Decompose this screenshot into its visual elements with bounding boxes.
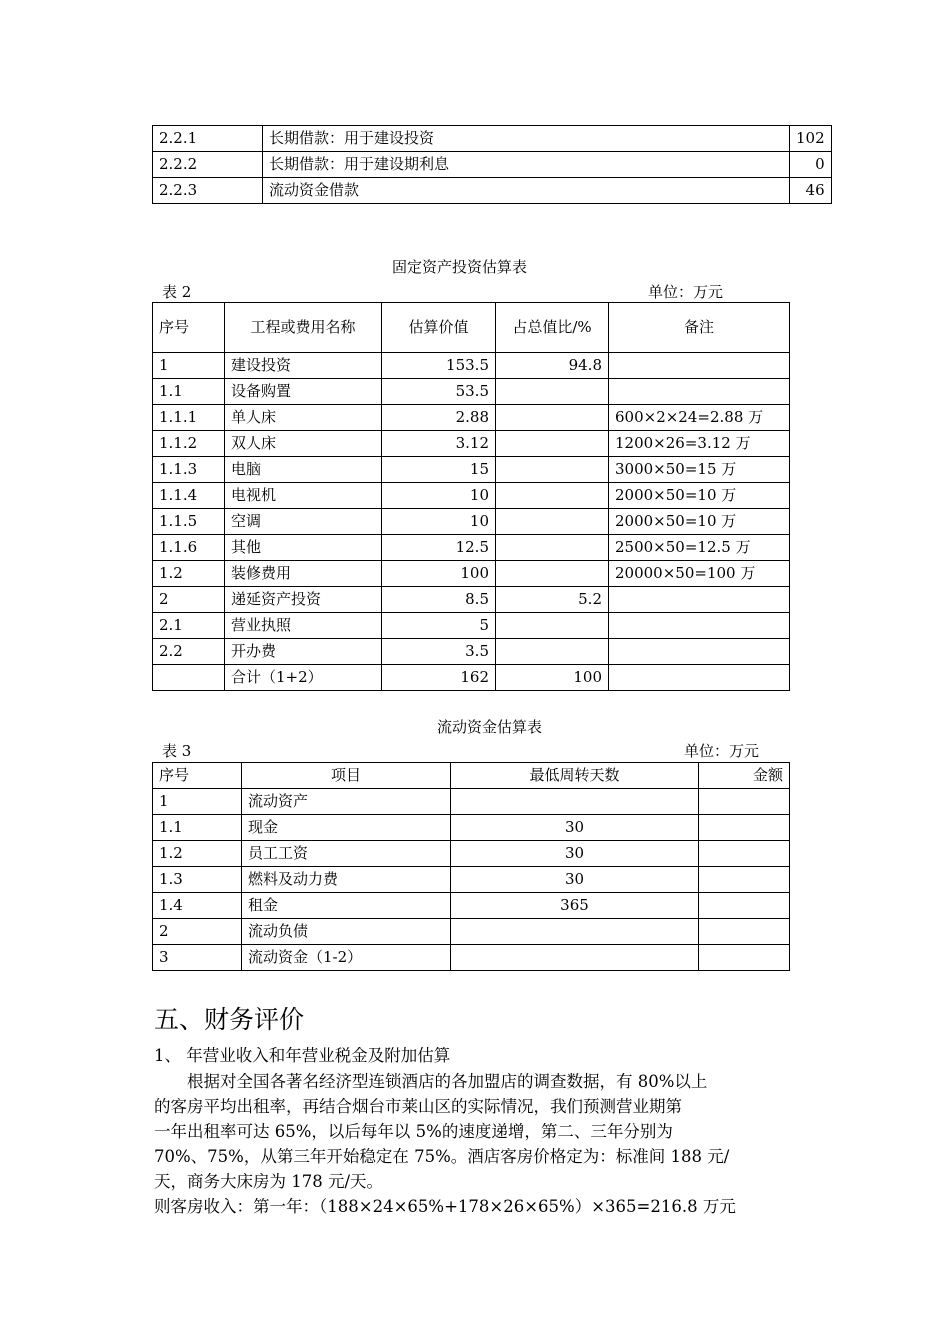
table-row bbox=[153, 587, 790, 613]
table2-header-note: 备注 bbox=[609, 303, 790, 353]
row-number: 3 bbox=[153, 945, 242, 971]
table2-header-name: 工程或费用名称 bbox=[225, 303, 382, 353]
table3-header-name: 项目 bbox=[242, 763, 451, 789]
row-value: 153.5 bbox=[382, 353, 496, 379]
row-note bbox=[609, 639, 790, 665]
row-name: 长期借款：用于建设期利息 bbox=[263, 152, 790, 178]
paragraph-line-6: 则客房收入：第一年：（188×24×65%+178×26×65%）×365=216.8 万元 bbox=[154, 1197, 736, 1216]
row-note: 20000×50=100 万 bbox=[609, 561, 790, 587]
table3-header-row bbox=[153, 763, 790, 789]
row-value: 3.5 bbox=[382, 639, 496, 665]
row-value: 8.5 bbox=[382, 587, 496, 613]
row-amount bbox=[699, 893, 790, 919]
table-row bbox=[153, 561, 790, 587]
table-row bbox=[153, 665, 790, 691]
row-days: 30 bbox=[451, 815, 699, 841]
row-number: 1.1 bbox=[153, 815, 242, 841]
table2-header-value: 估算价值 bbox=[382, 303, 496, 353]
table2-label: 表 2 bbox=[162, 283, 192, 301]
fixed-asset-table bbox=[152, 302, 790, 691]
section-heading: 五、财务评价 bbox=[154, 1005, 305, 1034]
row-amount bbox=[699, 815, 790, 841]
table-row bbox=[153, 509, 790, 535]
row-value: 12.5 bbox=[382, 535, 496, 561]
row-amount bbox=[699, 945, 790, 971]
table2-header-no: 序号 bbox=[153, 303, 225, 353]
section-subheading: 1、 年营业收入和年营业税金及附加估算 bbox=[154, 1046, 451, 1065]
table2-header-pct: 占总值比/% bbox=[496, 303, 609, 353]
row-name: 流动资金借款 bbox=[263, 178, 790, 204]
row-number bbox=[153, 665, 225, 691]
paragraph-line-3: 一年出租率可达 65%，以后每年以 5%的速度递增，第二、三年分别为 bbox=[154, 1122, 673, 1141]
table3-unit: 单位：万元 bbox=[684, 742, 760, 760]
row-number: 1.1.1 bbox=[153, 405, 225, 431]
table-row bbox=[153, 152, 832, 178]
row-name: 流动资产 bbox=[242, 789, 451, 815]
table-row bbox=[153, 893, 790, 919]
table3-label: 表 3 bbox=[162, 742, 192, 760]
row-percent bbox=[496, 613, 609, 639]
row-value: 102 bbox=[790, 126, 832, 152]
row-amount bbox=[699, 867, 790, 893]
row-number: 2.1 bbox=[153, 613, 225, 639]
row-number: 2.2 bbox=[153, 639, 225, 665]
row-percent bbox=[496, 639, 609, 665]
table3-header-no: 序号 bbox=[153, 763, 242, 789]
row-value: 3.12 bbox=[382, 431, 496, 457]
row-value: 53.5 bbox=[382, 379, 496, 405]
row-number: 1.1.6 bbox=[153, 535, 225, 561]
table3-header-amount: 金额 bbox=[699, 763, 790, 789]
row-days: 30 bbox=[451, 841, 699, 867]
row-days: 365 bbox=[451, 893, 699, 919]
row-percent bbox=[496, 509, 609, 535]
row-percent bbox=[496, 405, 609, 431]
table-row bbox=[153, 613, 790, 639]
working-capital-table bbox=[152, 762, 790, 971]
row-number: 1.4 bbox=[153, 893, 242, 919]
row-percent bbox=[496, 561, 609, 587]
row-note: 2500×50=12.5 万 bbox=[609, 535, 790, 561]
row-number: 1.2 bbox=[153, 841, 242, 867]
row-number: 1.1.5 bbox=[153, 509, 225, 535]
row-name: 流动资金（1-2） bbox=[242, 945, 451, 971]
row-name: 营业执照 bbox=[225, 613, 382, 639]
row-name: 双人床 bbox=[225, 431, 382, 457]
row-name: 开办费 bbox=[225, 639, 382, 665]
paragraph-line-1: 根据对全国各著名经济型连锁酒店的各加盟店的调查数据，有 80%以上 bbox=[187, 1072, 708, 1091]
row-percent bbox=[496, 431, 609, 457]
row-value: 0 bbox=[790, 152, 832, 178]
row-number: 1.3 bbox=[153, 867, 242, 893]
row-percent bbox=[496, 535, 609, 561]
row-name: 电视机 bbox=[225, 483, 382, 509]
table-row bbox=[153, 535, 790, 561]
row-number: 1.2 bbox=[153, 561, 225, 587]
row-note: 2000×50=10 万 bbox=[609, 509, 790, 535]
row-name: 装修费用 bbox=[225, 561, 382, 587]
row-name: 电脑 bbox=[225, 457, 382, 483]
row-number: 2 bbox=[153, 919, 242, 945]
row-note bbox=[609, 587, 790, 613]
row-name: 单人床 bbox=[225, 405, 382, 431]
table-row bbox=[153, 841, 790, 867]
table3-title: 流动资金估算表 bbox=[437, 718, 543, 736]
table3-header-days: 最低周转天数 bbox=[451, 763, 699, 789]
row-number: 1.1 bbox=[153, 379, 225, 405]
table-row bbox=[153, 919, 790, 945]
table-row bbox=[153, 945, 790, 971]
row-number: 1.1.4 bbox=[153, 483, 225, 509]
row-note bbox=[609, 353, 790, 379]
table-row bbox=[153, 815, 790, 841]
table-row bbox=[153, 639, 790, 665]
row-amount bbox=[699, 841, 790, 867]
row-value: 10 bbox=[382, 509, 496, 535]
row-note: 1200×26=3.12 万 bbox=[609, 431, 790, 457]
row-value: 2.88 bbox=[382, 405, 496, 431]
row-value: 15 bbox=[382, 457, 496, 483]
row-name: 其他 bbox=[225, 535, 382, 561]
row-days bbox=[451, 919, 699, 945]
row-name: 员工工资 bbox=[242, 841, 451, 867]
table-row bbox=[153, 789, 790, 815]
row-name: 流动负债 bbox=[242, 919, 451, 945]
loan-table-body bbox=[153, 126, 832, 204]
row-note bbox=[609, 379, 790, 405]
table-row bbox=[153, 379, 790, 405]
table2-body bbox=[153, 353, 790, 691]
row-percent bbox=[496, 457, 609, 483]
row-number: 1.1.3 bbox=[153, 457, 225, 483]
row-number: 2 bbox=[153, 587, 225, 613]
row-days bbox=[451, 789, 699, 815]
row-value: 162 bbox=[382, 665, 496, 691]
row-name: 合计（1+2） bbox=[225, 665, 382, 691]
row-amount bbox=[699, 789, 790, 815]
row-percent: 94.8 bbox=[496, 353, 609, 379]
table-row bbox=[153, 483, 790, 509]
table-row bbox=[153, 431, 790, 457]
row-note bbox=[609, 665, 790, 691]
table3-body bbox=[153, 789, 790, 971]
row-note: 600×2×24=2.88 万 bbox=[609, 405, 790, 431]
row-number: 1 bbox=[153, 353, 225, 379]
row-days: 30 bbox=[451, 867, 699, 893]
loan-table bbox=[152, 125, 832, 204]
row-value: 10 bbox=[382, 483, 496, 509]
row-name: 租金 bbox=[242, 893, 451, 919]
row-note: 2000×50=10 万 bbox=[609, 483, 790, 509]
table-row bbox=[153, 353, 790, 379]
row-name: 长期借款：用于建设投资 bbox=[263, 126, 790, 152]
row-name: 空调 bbox=[225, 509, 382, 535]
row-number: 1.1.2 bbox=[153, 431, 225, 457]
row-percent: 100 bbox=[496, 665, 609, 691]
table-row bbox=[153, 405, 790, 431]
row-days bbox=[451, 945, 699, 971]
row-note bbox=[609, 613, 790, 639]
table2-unit: 单位：万元 bbox=[648, 283, 724, 301]
paragraph-line-2: 的客房平均出租率，再结合烟台市莱山区的实际情况，我们预测营业期第 bbox=[154, 1097, 682, 1116]
row-name: 建设投资 bbox=[225, 353, 382, 379]
row-value: 46 bbox=[790, 178, 832, 204]
table-row bbox=[153, 867, 790, 893]
table2-title: 固定资产投资估算表 bbox=[392, 258, 528, 276]
row-number: 2.2.3 bbox=[153, 178, 263, 204]
table-row bbox=[153, 178, 832, 204]
row-name: 燃料及动力费 bbox=[242, 867, 451, 893]
row-value: 5 bbox=[382, 613, 496, 639]
row-name: 递延资产投资 bbox=[225, 587, 382, 613]
row-number: 2.2.2 bbox=[153, 152, 263, 178]
row-name: 现金 bbox=[242, 815, 451, 841]
paragraph-line-5: 天，商务大床房为 178 元/天。 bbox=[154, 1172, 384, 1191]
row-value: 100 bbox=[382, 561, 496, 587]
row-percent: 5.2 bbox=[496, 587, 609, 613]
paragraph-line-4: 70%、75%，从第三年开始稳定在 75%。酒店客房价格定为：标准间 188 元/ bbox=[154, 1147, 730, 1166]
row-number: 1 bbox=[153, 789, 242, 815]
row-name: 设备购置 bbox=[225, 379, 382, 405]
table-row bbox=[153, 457, 790, 483]
table2-header-row bbox=[153, 303, 790, 353]
row-number: 2.2.1 bbox=[153, 126, 263, 152]
row-percent bbox=[496, 483, 609, 509]
row-note: 3000×50=15 万 bbox=[609, 457, 790, 483]
row-percent bbox=[496, 379, 609, 405]
row-amount bbox=[699, 919, 790, 945]
table-row bbox=[153, 126, 832, 152]
